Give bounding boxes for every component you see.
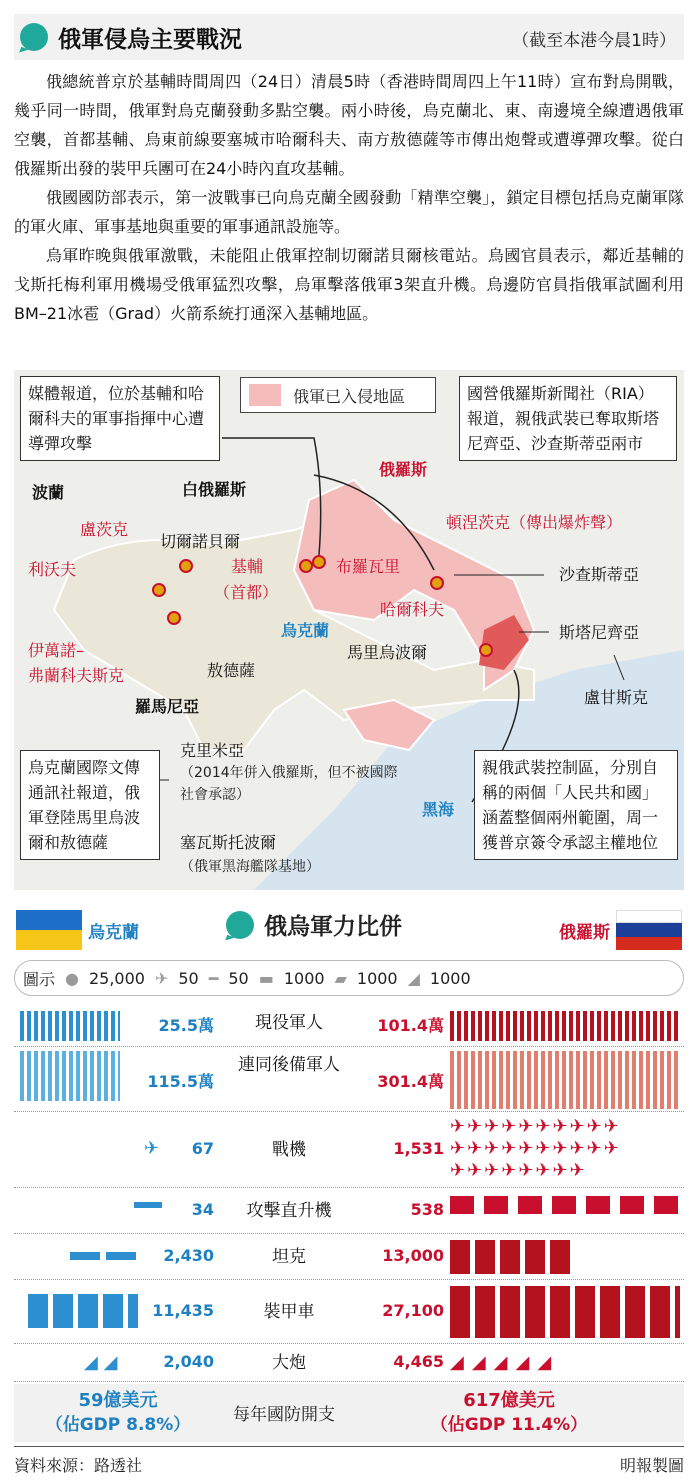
label-romania: 羅馬尼亞 [135,697,200,716]
ua-helis: 34 [191,1200,214,1219]
paragraph-3: 烏軍昨晚與俄軍激戰，未能阻止俄軍控制切爾諾貝爾核電站。烏國官員表示，鄰近基輔的戈斯托梅利軍用機場受俄軍猛烈攻擊，烏軍擊落俄軍3架直升機。烏邊防官員指俄軍試圖利用BM–21冰雹（Grad）火箭系統打通深入基輔地區。 [14,246,684,323]
ru-soldier-icons [450,1011,680,1041]
brovary-marker [313,556,325,568]
cat-helis: 攻擊直升機 [246,1201,332,1221]
sevastopol-note: （俄軍黑海艦隊基地） [180,859,320,875]
paragraph-2: 俄國國防部表示，第一波戰事已向烏克蘭全國發動「精準空襲」，鎖定目標包括烏克蘭軍隊的軍火庫、軍事基地與重要的軍事通訊設施等。 [14,188,684,236]
kharkiv-marker [431,577,443,589]
ua-armored: 11,435 [152,1301,214,1320]
row-helicopters [14,1188,684,1234]
label-donetsk: 頓涅茨克（傳出爆炸聲） [446,513,623,532]
ru-budget-amount: 617億美元 [463,1390,555,1411]
ua-artillery-icons: ◢ ◢ [84,1352,118,1373]
source: 資料來源：路透社 [14,1456,143,1475]
ua-artillery: 2,040 [163,1352,214,1371]
donetsk-marker [480,644,492,656]
label-luhansk: 盧甘斯克 [584,688,649,707]
label-poland: 波蘭 [32,483,65,502]
label-sevastopol: 塞瓦斯托波爾 [180,833,277,852]
label-belarus: 白俄羅斯 [182,480,247,499]
legend-artillery: 1000 [429,968,471,988]
row-armored [14,1280,684,1344]
label-brovary: 布羅瓦里 [336,557,401,576]
label-ukraine: 烏克蘭 [281,621,330,640]
ua-active: 25.5萬 [158,1016,214,1035]
label-kharkiv: 哈爾科夫 [380,600,445,619]
label-ivano-2: 弗蘭科夫斯克 [28,666,125,685]
legend-helicopter: 50 [228,968,249,988]
soldier-icon: ● [65,968,79,988]
label-chernobyl: 切爾諾貝爾 [160,532,241,551]
russia-flag [616,910,682,950]
ua-budget-amount: 59億美元 [78,1390,158,1411]
cat-tanks: 坦克 [272,1247,306,1267]
row-reserve [14,1047,684,1112]
label-crimea: 克里米亞 [180,741,245,760]
speech-bubble-icon [20,23,48,51]
ru-tank-icons [450,1240,570,1274]
ru-heli-icons [450,1196,680,1226]
time-note: （截至本港今晨1時） [512,31,676,51]
map-legend [240,377,436,413]
cat-active: 現役軍人 [255,1013,323,1033]
forces-header [14,898,684,948]
credit: 明報製圖 [619,1456,684,1475]
ua-budget-gdp: （佔GDP 8.8%） [45,1415,191,1435]
ukraine-flag [16,910,82,950]
ru-helis: 538 [410,1200,444,1219]
ukraine-label: 烏克蘭 [88,923,139,943]
label-kyiv-capital: （首都） [214,583,279,602]
speech-bubble-icon-2 [226,911,254,939]
armored-vehicle-icon: ▰ [334,968,347,988]
ru-artillery-icons: ◢◢◢◢◢ [450,1352,560,1373]
ua-tank-icons [70,1252,140,1260]
cat-armored: 裝甲車 [263,1302,315,1322]
ua-tanks: 2,430 [163,1246,214,1265]
lutsk-marker [180,560,192,572]
legend-jet: 50 [178,968,199,988]
budget-row [14,1384,684,1442]
tank-icon: ▬ [258,968,274,988]
kyiv-marker [300,560,312,572]
jet-icon: ✈ [154,968,169,988]
note-media: 媒體報道，位於基輔和哈爾科夫的軍事指揮中心遭導彈攻擊 [20,376,220,461]
page-title: 俄軍侵烏主要戰況 [58,25,242,53]
cat-budget: 每年國防開支 [233,1405,335,1425]
note-separatist: 親俄武裝控制區，分別自稱的兩個「人民共和國」涵蓋整個兩州範圍，周一獲普京簽令承認主權地位 [474,750,678,860]
legend-soldier: 25,000 [88,968,145,988]
paragraph-1: 俄總統普京於基輔時間周四（24日）清晨5時（香港時間周四上午11時）宣布對烏開戰，幾乎同一時間，俄軍對烏克蘭發動多點空襲。兩小時後，烏克蘭北、東、南邊境全線遭遇俄軍空襲，首都基輔、烏東前線要塞城市哈爾科夫、南方敖德薩等市傳出炮聲或遭導彈攻擊。從白俄羅斯出發的裝甲兵團可在24小時內直攻基輔。 [14,72,684,178]
legend-title: 圖示 [23,969,56,989]
ua-soldier-icons [20,1011,120,1041]
ua-budget [28,1388,208,1438]
cat-reserve: 連同後備軍人 [238,1055,340,1075]
article-body [14,67,684,328]
label-stanytsia: 斯塔尼齊亞 [559,623,640,642]
row-tanks [14,1234,684,1280]
ru-active: 101.4萬 [377,1016,444,1035]
label-odesa: 敖德薩 [207,661,256,680]
label-lutsk: 盧茨克 [80,520,129,539]
legend-tank: 1000 [283,968,325,988]
ru-armored-icons [450,1286,680,1338]
ru-reserve-icons [450,1051,680,1109]
ru-budget [414,1388,604,1438]
artillery-icon: ◢ [407,968,420,988]
label-shchastia: 沙查斯蒂亞 [559,565,640,584]
header-bar [14,14,684,60]
ru-budget-gdp: （佔GDP 11.4%） [430,1415,588,1435]
helicopter-icon: ━ [208,968,219,988]
label-black-sea: 黑海 [422,800,455,819]
ua-jet-icon: ✈ [144,1138,160,1159]
ru-jets: 1,531 [393,1139,444,1158]
ua-reserve-icons [20,1051,120,1101]
war-map [14,370,684,890]
lviv-marker [153,584,165,596]
forces-title [226,908,402,941]
row-active [14,1005,684,1047]
cat-jets: 戰機 [272,1140,306,1160]
ua-reserve: 115.5萬 [147,1072,214,1091]
note-ria: 國營俄羅斯新聞社（RIA）報道，親俄武裝已奪取斯塔尼齊亞、沙查斯蒂亞兩市 [459,376,677,461]
label-kyiv: 基輔 [231,557,264,576]
legend-armored: 1000 [356,968,398,988]
icon-legend [14,960,684,996]
row-artillery [14,1344,684,1382]
russia-label: 俄羅斯 [559,923,610,943]
invaded-swatch [249,384,281,406]
label-mariupol: 馬里烏波爾 [347,643,428,662]
crimea-note: （2014年併入俄羅斯，但不被國際社會承認） [180,765,398,803]
ua-heli-icon [134,1202,162,1208]
ru-armored: 27,100 [382,1301,444,1320]
legend-label: 俄軍已入侵地區 [293,386,406,406]
footer [14,1446,684,1476]
label-ivano-1: 伊萬諾– [28,641,85,660]
cat-artillery: 大炮 [272,1353,306,1373]
ru-tanks: 13,000 [382,1246,444,1265]
ru-jet-icons: ✈✈✈✈✈✈✈✈✈✈ ✈✈✈✈✈✈✈✈✈✈ ✈✈✈✈✈✈✈✈ [450,1116,621,1181]
label-russia: 俄羅斯 [379,460,428,479]
ua-armored-icons [28,1294,138,1328]
ru-artillery: 4,465 [393,1352,444,1371]
ru-reserve: 301.4萬 [377,1072,444,1091]
label-lviv: 利沃夫 [28,560,77,579]
note-uk: 烏克蘭國際文傳通訊社報道，俄軍登陸馬里烏波爾和敖德薩 [20,750,160,860]
ivano-marker [168,612,180,624]
ua-jets: 67 [191,1139,214,1158]
row-jets [14,1112,684,1188]
forces-title-text: 俄烏軍力比併 [264,913,402,940]
